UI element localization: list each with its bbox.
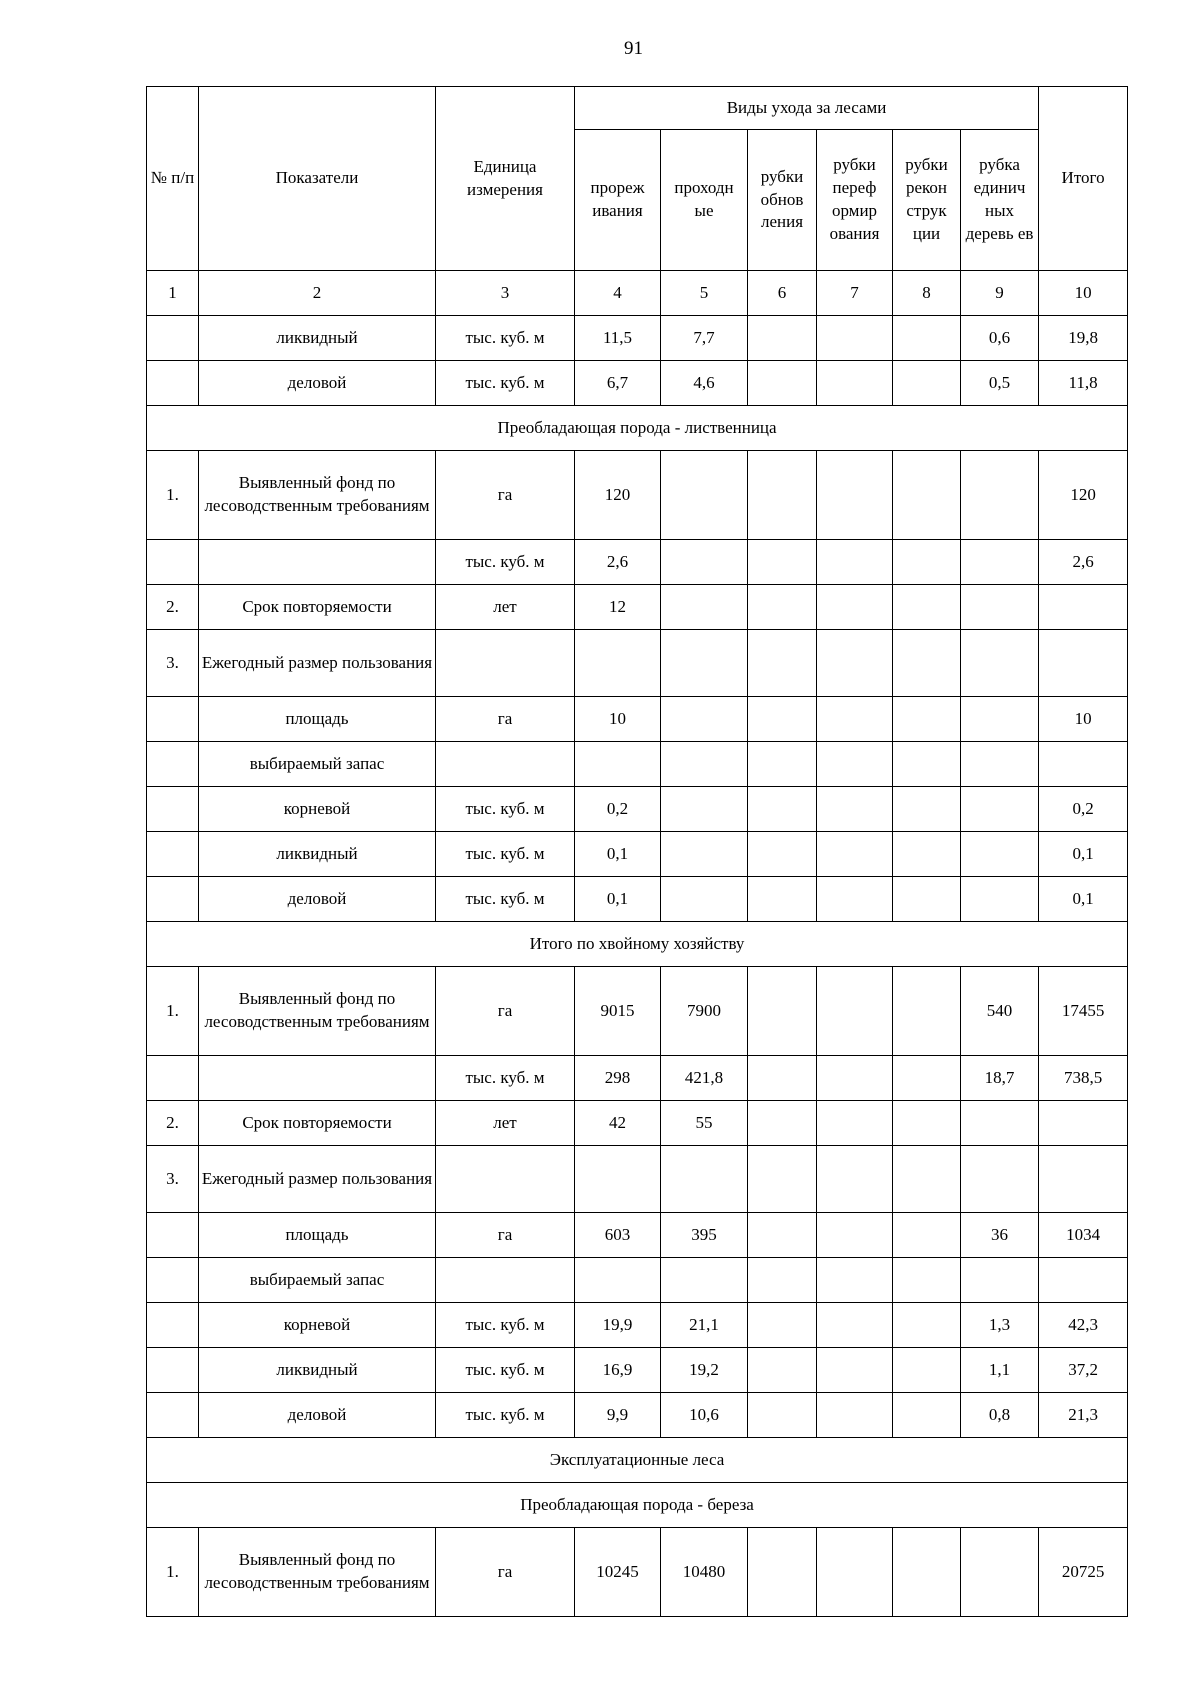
table-cell: ликвидный — [199, 832, 436, 877]
table-row — [147, 361, 1128, 406]
table-cell — [893, 877, 961, 922]
table-cell — [817, 316, 893, 361]
table-cell — [748, 451, 817, 540]
table-cell: 6,7 — [575, 361, 661, 406]
table-cell: площадь — [199, 697, 436, 742]
table-cell: Выявленный фонд по лесоводственным требованиям — [199, 967, 436, 1056]
table-cell: корневой — [199, 787, 436, 832]
table-cell — [893, 316, 961, 361]
table-cell: 1. — [147, 451, 199, 540]
table-cell — [817, 1303, 893, 1348]
table-cell: выбираемый запас — [199, 1258, 436, 1303]
table-cell — [436, 630, 575, 697]
table-cell: 298 — [575, 1056, 661, 1101]
table-cell: 0,1 — [1039, 832, 1128, 877]
table-cell: 421,8 — [661, 1056, 748, 1101]
table-cell — [893, 697, 961, 742]
table-cell — [748, 967, 817, 1056]
table-cell — [893, 1213, 961, 1258]
table-cell: 10245 — [575, 1528, 661, 1617]
table-cell: Ежегодный размер пользования — [199, 630, 436, 697]
table-cell: 395 — [661, 1213, 748, 1258]
table-cell: выбираемый запас — [199, 742, 436, 787]
table-cell — [961, 1528, 1039, 1617]
table-cell: 738,5 — [1039, 1056, 1128, 1101]
table-cell: деловой — [199, 361, 436, 406]
table-cell: 20725 — [1039, 1528, 1128, 1617]
table-cell: 16,9 — [575, 1348, 661, 1393]
section-title: Преобладающая порода - береза — [147, 1483, 1128, 1528]
table-cell: 0,2 — [1039, 787, 1128, 832]
table-cell — [748, 832, 817, 877]
table-cell — [961, 742, 1039, 787]
table-cell — [817, 742, 893, 787]
header-num: № п/п — [147, 87, 199, 271]
section-title: Итого по хвойному хозяйству — [147, 922, 1128, 967]
table-cell: 120 — [575, 451, 661, 540]
table-cell — [748, 1146, 817, 1213]
header-care-types: Виды ухода за лесами — [575, 87, 1039, 130]
table-cell — [817, 540, 893, 585]
table-cell: тыс. куб. м — [436, 540, 575, 585]
table-cell — [661, 451, 748, 540]
table-row — [147, 697, 1128, 742]
table-cell — [748, 877, 817, 922]
table-cell — [1039, 742, 1128, 787]
table-cell: 3. — [147, 630, 199, 697]
table-cell: 0,6 — [961, 316, 1039, 361]
section-row — [147, 1438, 1128, 1483]
table-cell: 19,2 — [661, 1348, 748, 1393]
table-cell — [893, 1348, 961, 1393]
table-cell — [436, 742, 575, 787]
table-row — [147, 1213, 1128, 1258]
header-reformation: рубки переф ормир ования — [817, 130, 893, 271]
table-cell: 21,1 — [661, 1303, 748, 1348]
table-cell: лет — [436, 1101, 575, 1146]
table-row — [147, 1101, 1128, 1146]
table-cell — [147, 1303, 199, 1348]
table-cell — [147, 832, 199, 877]
table-cell — [1039, 1146, 1128, 1213]
table-cell — [661, 877, 748, 922]
table-cell: га — [436, 451, 575, 540]
table-row — [147, 1393, 1128, 1438]
table-cell — [199, 540, 436, 585]
header-reconstruction: рубки рекон струк ции — [893, 130, 961, 271]
table-cell — [893, 585, 961, 630]
table-cell — [661, 1146, 748, 1213]
table-cell — [661, 1258, 748, 1303]
table-cell: 11,5 — [575, 316, 661, 361]
table-cell — [1039, 630, 1128, 697]
table-cell — [748, 540, 817, 585]
table-cell — [436, 1258, 575, 1303]
section-row — [147, 1483, 1128, 1528]
table-row — [147, 1528, 1128, 1617]
table-cell — [748, 1348, 817, 1393]
table-cell: 10,6 — [661, 1393, 748, 1438]
table-cell — [147, 361, 199, 406]
table-cell: тыс. куб. м — [436, 1393, 575, 1438]
table-cell — [661, 787, 748, 832]
table-cell — [817, 451, 893, 540]
table-cell — [661, 540, 748, 585]
table-cell — [748, 1303, 817, 1348]
section-row — [147, 406, 1128, 451]
table-cell — [575, 742, 661, 787]
table-cell: 19,8 — [1039, 316, 1128, 361]
table-cell: ликвидный — [199, 1348, 436, 1393]
table-cell: 21,3 — [1039, 1393, 1128, 1438]
table-cell: 0,5 — [961, 361, 1039, 406]
table-cell — [661, 697, 748, 742]
table-cell: 2. — [147, 585, 199, 630]
page-number: 91 — [624, 38, 643, 59]
table-cell: тыс. куб. м — [436, 361, 575, 406]
table-cell — [748, 1056, 817, 1101]
table-cell: 7,7 — [661, 316, 748, 361]
section-title: Преобладающая порода - лиственница — [147, 406, 1128, 451]
table-cell: тыс. куб. м — [436, 1303, 575, 1348]
table-cell — [893, 1258, 961, 1303]
col-number: 4 — [575, 271, 661, 316]
table-cell: тыс. куб. м — [436, 316, 575, 361]
col-number: 5 — [661, 271, 748, 316]
table-cell — [961, 697, 1039, 742]
table-row — [147, 1303, 1128, 1348]
table-cell: 3. — [147, 1146, 199, 1213]
table-cell: 11,8 — [1039, 361, 1128, 406]
table-cell: 1. — [147, 967, 199, 1056]
table-cell: корневой — [199, 1303, 436, 1348]
table-cell — [817, 697, 893, 742]
table-cell: 603 — [575, 1213, 661, 1258]
col-number: 8 — [893, 271, 961, 316]
table-cell — [748, 1258, 817, 1303]
table-cell — [893, 967, 961, 1056]
table-cell: Ежегодный размер пользования — [199, 1146, 436, 1213]
header-thinning: прореж ивания — [575, 130, 661, 271]
table-cell — [893, 1056, 961, 1101]
table-cell — [147, 877, 199, 922]
table-cell — [147, 540, 199, 585]
table-cell: 2,6 — [1039, 540, 1128, 585]
table-row — [147, 742, 1128, 787]
table-cell: деловой — [199, 1393, 436, 1438]
table-cell — [961, 585, 1039, 630]
table-cell — [748, 787, 817, 832]
table-cell: 9,9 — [575, 1393, 661, 1438]
table-cell: ликвидный — [199, 316, 436, 361]
table-cell — [661, 585, 748, 630]
header-single-trees: рубка единич ных деревь ев — [961, 130, 1039, 271]
table-cell — [817, 630, 893, 697]
table-cell: 0,2 — [575, 787, 661, 832]
table-cell — [961, 787, 1039, 832]
column-numbers-row — [147, 271, 1128, 316]
col-number: 10 — [1039, 271, 1128, 316]
section-row — [147, 922, 1128, 967]
table-cell: 2. — [147, 1101, 199, 1146]
table-cell — [147, 787, 199, 832]
table-cell — [817, 361, 893, 406]
table-cell: тыс. куб. м — [436, 877, 575, 922]
table-cell: тыс. куб. м — [436, 832, 575, 877]
table-cell — [661, 832, 748, 877]
section-title: Эксплуатационные леса — [147, 1438, 1128, 1483]
table-cell: 1034 — [1039, 1213, 1128, 1258]
table-cell — [893, 1303, 961, 1348]
table-cell — [436, 1146, 575, 1213]
table-cell — [817, 1528, 893, 1617]
table-cell: тыс. куб. м — [436, 787, 575, 832]
col-number: 2 — [199, 271, 436, 316]
table-row — [147, 1348, 1128, 1393]
table-cell — [147, 1258, 199, 1303]
table-cell — [961, 1146, 1039, 1213]
table-cell: 0,1 — [1039, 877, 1128, 922]
header-passage: проходн ые — [661, 130, 748, 271]
col-number: 6 — [748, 271, 817, 316]
table-cell: тыс. куб. м — [436, 1348, 575, 1393]
table-cell — [817, 1101, 893, 1146]
table-cell — [893, 1393, 961, 1438]
table-cell: 7900 — [661, 967, 748, 1056]
table-cell — [817, 1213, 893, 1258]
table-cell: 42,3 — [1039, 1303, 1128, 1348]
table-cell — [661, 742, 748, 787]
table-row — [147, 787, 1128, 832]
table-cell — [893, 540, 961, 585]
table-cell: 0,8 — [961, 1393, 1039, 1438]
header-renewal: рубки обнов ления — [748, 130, 817, 271]
table-row — [147, 540, 1128, 585]
table-cell — [575, 1258, 661, 1303]
table-cell — [817, 877, 893, 922]
table-cell — [147, 1393, 199, 1438]
table-cell — [817, 1348, 893, 1393]
table-cell: 55 — [661, 1101, 748, 1146]
col-number: 1 — [147, 271, 199, 316]
table-cell: 1,3 — [961, 1303, 1039, 1348]
col-number: 9 — [961, 271, 1039, 316]
table-cell — [817, 832, 893, 877]
table-cell — [961, 1101, 1039, 1146]
table-cell — [893, 630, 961, 697]
table-row — [147, 877, 1128, 922]
table-cell: 36 — [961, 1213, 1039, 1258]
table-cell — [748, 1101, 817, 1146]
table-row — [147, 630, 1128, 697]
table-cell — [817, 1393, 893, 1438]
table-cell: 540 — [961, 967, 1039, 1056]
table-cell: 10 — [575, 697, 661, 742]
table-cell: 10480 — [661, 1528, 748, 1617]
table-cell — [961, 630, 1039, 697]
header-unit: Единица измерения — [436, 87, 575, 271]
table-cell — [961, 832, 1039, 877]
table-cell: деловой — [199, 877, 436, 922]
table-cell — [817, 787, 893, 832]
table-cell: Выявленный фонд по лесоводственным требованиям — [199, 1528, 436, 1617]
table-cell — [817, 1258, 893, 1303]
table-cell: 120 — [1039, 451, 1128, 540]
header-indicators: Показатели — [199, 87, 436, 271]
table-cell: 0,1 — [575, 877, 661, 922]
col-number: 7 — [817, 271, 893, 316]
table-row — [147, 1056, 1128, 1101]
table-cell: Срок повторяемости — [199, 1101, 436, 1146]
table-cell — [748, 316, 817, 361]
table-row — [147, 967, 1128, 1056]
table-cell — [147, 1348, 199, 1393]
table-cell — [147, 697, 199, 742]
table-cell — [817, 1056, 893, 1101]
table-cell: 17455 — [1039, 967, 1128, 1056]
table-cell — [817, 585, 893, 630]
table-cell: 37,2 — [1039, 1348, 1128, 1393]
table-cell: 2,6 — [575, 540, 661, 585]
table-cell — [748, 697, 817, 742]
table-cell — [961, 877, 1039, 922]
table-cell: 9015 — [575, 967, 661, 1056]
table-cell — [748, 742, 817, 787]
table-cell — [575, 630, 661, 697]
table-cell — [147, 742, 199, 787]
table-row — [147, 1258, 1128, 1303]
table-cell: 12 — [575, 585, 661, 630]
table-cell: 1,1 — [961, 1348, 1039, 1393]
table-cell — [748, 1528, 817, 1617]
table-row — [147, 585, 1128, 630]
table-cell: 0,1 — [575, 832, 661, 877]
table-cell: га — [436, 967, 575, 1056]
table-cell — [575, 1146, 661, 1213]
table-cell: га — [436, 697, 575, 742]
table-cell — [961, 1258, 1039, 1303]
header-total: Итого — [1039, 87, 1128, 271]
table-cell: 18,7 — [961, 1056, 1039, 1101]
table-cell — [893, 361, 961, 406]
table-row — [147, 451, 1128, 540]
table-cell — [1039, 1101, 1128, 1146]
table-cell — [893, 787, 961, 832]
table-cell — [961, 540, 1039, 585]
table-cell — [748, 585, 817, 630]
table-cell: 10 — [1039, 697, 1128, 742]
forest-care-table — [146, 86, 1128, 1617]
table-cell — [147, 316, 199, 361]
table-cell — [199, 1056, 436, 1101]
table-cell — [817, 1146, 893, 1213]
table-cell — [893, 1146, 961, 1213]
table-cell — [147, 1213, 199, 1258]
table-cell: Выявленный фонд по лесоводственным требованиям — [199, 451, 436, 540]
table-row — [147, 832, 1128, 877]
table-row — [147, 1146, 1128, 1213]
table-cell — [1039, 585, 1128, 630]
table-cell — [893, 1101, 961, 1146]
table-cell: тыс. куб. м — [436, 1056, 575, 1101]
table-cell — [817, 967, 893, 1056]
table-row — [147, 316, 1128, 361]
table-cell — [661, 630, 748, 697]
table-cell: 4,6 — [661, 361, 748, 406]
table-cell — [893, 742, 961, 787]
table-cell — [147, 1056, 199, 1101]
col-number: 3 — [436, 271, 575, 316]
table-cell — [893, 451, 961, 540]
table-cell — [748, 361, 817, 406]
table-cell: 19,9 — [575, 1303, 661, 1348]
table-cell — [1039, 1258, 1128, 1303]
table-cell — [893, 832, 961, 877]
table-cell: 1. — [147, 1528, 199, 1617]
table-cell — [748, 630, 817, 697]
table-cell: Срок повторяемости — [199, 585, 436, 630]
table-cell — [748, 1393, 817, 1438]
table-cell: га — [436, 1213, 575, 1258]
table-cell: 42 — [575, 1101, 661, 1146]
table-cell — [748, 1213, 817, 1258]
table-cell: га — [436, 1528, 575, 1617]
table-cell: площадь — [199, 1213, 436, 1258]
table-cell — [893, 1528, 961, 1617]
table-cell: лет — [436, 585, 575, 630]
table-cell — [961, 451, 1039, 540]
